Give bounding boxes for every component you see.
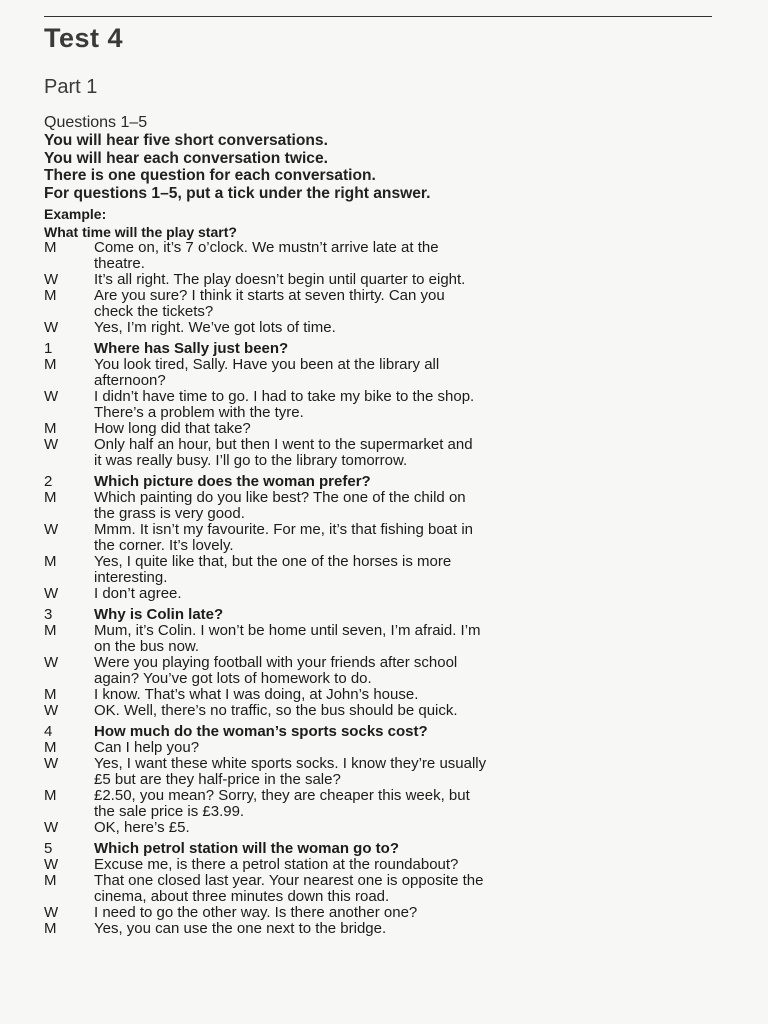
transcript-line — [44, 506, 724, 522]
line-text: OK. Well, there’s no traffic, so the bus should be quick. — [94, 702, 458, 719]
question-text: Which picture does the woman prefer? — [94, 473, 371, 490]
transcript-line — [44, 320, 724, 336]
conversation-question — [44, 841, 724, 857]
transcript-line — [44, 522, 724, 538]
speaker-label: M — [44, 553, 57, 570]
speaker-label: W — [44, 856, 59, 873]
line-text: Yes, I’m right. We’ve got lots of time. — [94, 319, 336, 336]
transcript-line — [44, 804, 724, 820]
speaker-label: M — [44, 287, 57, 304]
speaker-label — [44, 373, 94, 389]
line-text: You look tired, Sally. Have you been at the library all — [94, 356, 440, 373]
line-text: I know. That’s what I was doing, at John’s house. — [94, 686, 419, 703]
line-text: interesting. — [94, 569, 168, 586]
speaker-label: W — [44, 271, 59, 288]
line-text: £5 but are they half-price in the sale? — [94, 771, 341, 788]
instruction-line: You will hear each conversation twice. — [44, 149, 328, 167]
line-text: How long did that take? — [94, 420, 251, 437]
top-rule — [44, 16, 712, 17]
question-text: Why is Colin late? — [94, 606, 224, 623]
transcript-line — [44, 256, 724, 272]
transcript-line — [44, 687, 724, 703]
line-text: £2.50, you mean? Sorry, they are cheaper this week, but — [94, 787, 470, 804]
conversation-question — [44, 607, 724, 623]
line-text: Mmm. It isn’t my favourite. For me, it’s that fishing boat in — [94, 521, 474, 538]
question-number: 4 — [44, 723, 53, 740]
transcript-line — [44, 421, 724, 437]
speaker-label — [44, 538, 94, 554]
conversation-question — [44, 724, 724, 740]
speaker-label — [44, 772, 94, 788]
line-text: There’s a problem with the tyre. — [94, 404, 304, 421]
transcript-line — [44, 889, 724, 905]
question-text: Where has Sally just been? — [94, 340, 289, 357]
speaker-label — [44, 304, 94, 320]
line-text: the sale price is £3.99. — [94, 803, 245, 820]
transcript-line — [44, 389, 724, 405]
speaker-label: W — [44, 755, 59, 772]
instructions-list — [44, 132, 724, 202]
speaker-label — [44, 671, 94, 687]
line-text: it was really busy. I’ll go to the library tomorrow. — [94, 452, 408, 469]
question-text: How much do the woman’s sports socks cost? — [94, 723, 428, 740]
line-text: check the tickets? — [94, 303, 214, 320]
line-text: Only half an hour, but then I went to the supermarket and — [94, 436, 473, 453]
transcript-line — [44, 272, 724, 288]
speaker-label: M — [44, 622, 57, 639]
transcript-line — [44, 538, 724, 554]
line-text: the corner. It’s lovely. — [94, 537, 234, 554]
speaker-label — [44, 256, 94, 272]
transcript-line — [44, 788, 724, 804]
line-text: I need to go the other way. Is there another one? — [94, 904, 418, 921]
line-text: OK, here’s £5. — [94, 819, 190, 836]
speaker-label: M — [44, 739, 57, 756]
transcript-line — [44, 740, 724, 756]
line-text: Were you playing football with your friends after school — [94, 654, 458, 671]
line-text: theatre. — [94, 255, 145, 272]
transcript-line — [44, 671, 724, 687]
transcript — [44, 224, 724, 937]
speaker-label: M — [44, 239, 57, 256]
transcript-line — [44, 857, 724, 873]
transcript-line — [44, 554, 724, 570]
questions-heading: Questions 1–5 — [44, 114, 148, 131]
line-text: That one closed last year. Your nearest one is opposite the — [94, 872, 484, 889]
transcript-line — [44, 655, 724, 671]
conversation-question — [44, 474, 724, 490]
speaker-label — [44, 453, 94, 469]
transcript-page — [44, 22, 724, 937]
transcript-line — [44, 873, 724, 889]
instruction-line: You will hear five short conversations. — [44, 132, 328, 149]
line-text: the grass is very good. — [94, 505, 245, 522]
transcript-line — [44, 905, 724, 921]
speaker-label — [44, 804, 94, 820]
transcript-line — [44, 570, 724, 586]
question-text: What time will the play start? — [44, 224, 237, 240]
transcript-line — [44, 703, 724, 719]
speaker-label: W — [44, 702, 59, 719]
line-text: cinema, about three minutes down this road. — [94, 888, 390, 905]
transcript-line — [44, 921, 724, 937]
speaker-label — [44, 639, 94, 655]
speaker-label — [44, 506, 94, 522]
line-text: Are you sure? I think it starts at seven thirty. Can you — [94, 287, 445, 304]
transcript-line — [44, 405, 724, 421]
speaker-label: W — [44, 388, 59, 405]
instruction-line: There is one question for each conversation. — [44, 167, 376, 184]
transcript-line — [44, 288, 724, 304]
line-text: Yes, I quite like that, but the one of the horses is more — [94, 553, 452, 570]
speaker-label: W — [44, 585, 59, 602]
question-number: 1 — [44, 340, 53, 357]
line-text: Come on, it’s 7 o’clock. We mustn’t arrive late at the — [94, 239, 439, 256]
line-text: afternoon? — [94, 372, 166, 389]
part-title: Part 1 — [44, 76, 98, 98]
question-number: 2 — [44, 473, 53, 490]
speaker-label: M — [44, 686, 57, 703]
example-label: Example: — [44, 206, 107, 222]
transcript-line — [44, 820, 724, 836]
transcript-line — [44, 639, 724, 655]
line-text: I don’t agree. — [94, 585, 182, 602]
transcript-line — [44, 373, 724, 389]
transcript-line — [44, 357, 724, 373]
speaker-label: W — [44, 819, 59, 836]
speaker-label: M — [44, 872, 57, 889]
speaker-label: W — [44, 521, 59, 538]
speaker-label: W — [44, 654, 59, 671]
test-title: Test 4 — [44, 23, 124, 53]
question-number: 5 — [44, 840, 53, 857]
instruction-line: For questions 1–5, put a tick under the right answer. — [44, 184, 431, 202]
line-text: Excuse me, is there a petrol station at the roundabout? — [94, 856, 459, 873]
line-text: It’s all right. The play doesn’t begin until quarter to eight. — [94, 271, 466, 288]
speaker-label: M — [44, 489, 57, 506]
line-text: Which painting do you like best? The one of the child on — [94, 489, 466, 506]
line-text: Can I help you? — [94, 739, 200, 756]
transcript-line — [44, 240, 724, 256]
speaker-label — [44, 405, 94, 421]
speaker-label: W — [44, 319, 59, 336]
line-text: on the bus now. — [94, 638, 200, 655]
speaker-label: W — [44, 436, 59, 453]
question-text: Which petrol station will the woman go to? — [94, 840, 399, 857]
transcript-line — [44, 490, 724, 506]
transcript-line — [44, 437, 724, 453]
example-question — [44, 224, 724, 240]
line-text: Yes, I want these white sports socks. I know they’re usually — [94, 755, 487, 772]
transcript-line — [44, 453, 724, 469]
line-text: again? You’ve got lots of homework to do. — [94, 670, 372, 687]
speaker-label: W — [44, 904, 59, 921]
line-text: Yes, you can use the one next to the bridge. — [94, 920, 387, 937]
transcript-line — [44, 586, 724, 602]
conversation-question — [44, 341, 724, 357]
speaker-label: M — [44, 787, 57, 804]
speaker-label: M — [44, 920, 57, 937]
transcript-line — [44, 304, 724, 320]
line-text: I didn’t have time to go. I had to take my bike to the shop. — [94, 388, 475, 405]
line-text: Mum, it’s Colin. I won’t be home until seven, I’m afraid. I’m — [94, 622, 481, 639]
speaker-label — [44, 570, 94, 586]
speaker-label: M — [44, 420, 57, 437]
transcript-line — [44, 772, 724, 788]
transcript-line — [44, 756, 724, 772]
speaker-label: M — [44, 356, 57, 373]
speaker-label — [44, 889, 94, 905]
question-number: 3 — [44, 606, 53, 623]
transcript-line — [44, 623, 724, 639]
